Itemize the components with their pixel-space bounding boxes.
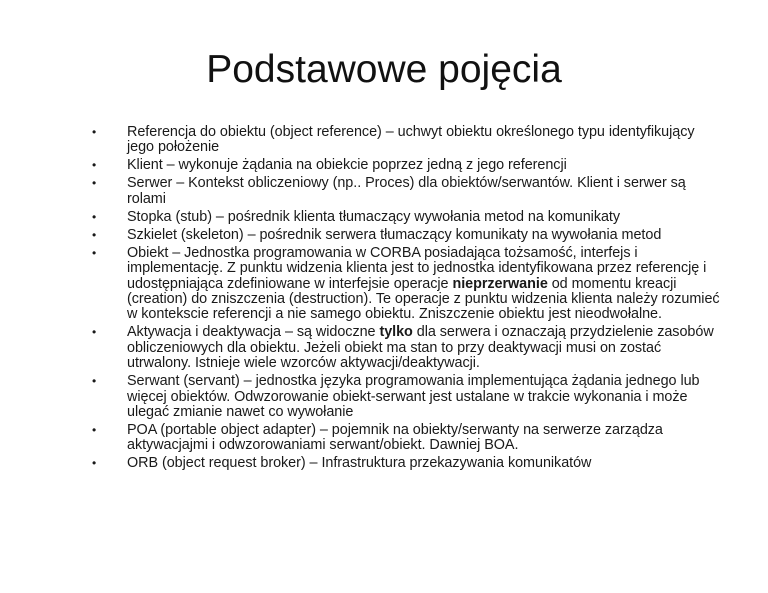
bullet-text: POA (portable object adapter) – pojemnik na obiekty/serwanty na serwerze zarządza aktywacjajmi i odwzorowaniami serwant/obiekt. Dawniej BOA.	[127, 422, 663, 454]
bullet-dot-icon: •	[92, 209, 97, 224]
bullet-item-object-reference	[92, 125, 722, 156]
bullet-text: Referencja do obiektu (object reference) – uchwyt obiektu określonego typu identyfikujący jego położenie	[127, 124, 695, 156]
bullet-text: Klient – wykonuje żądania na obiekcie poprzez jedną z jego referencji	[127, 157, 567, 174]
slide-title: Podstawowe pojęcia	[206, 48, 562, 91]
bullet-text: Obiekt – Jednostka programowania w CORBA posiadająca tożsamość, interfejs i implementację. Z punktu widzenia klienta jest to jednostka identyfikowana przez referencję i udostępniająca zdefiniowane w interfejsie operacje	[127, 244, 707, 292]
bullet-item-poa	[92, 423, 722, 454]
bullet-text-emphasis: nieprzerwanie	[452, 275, 548, 292]
bullet-dot-icon: •	[92, 456, 97, 471]
bullet-dot-icon: •	[92, 176, 97, 191]
bullet-item-servant	[92, 374, 722, 420]
bullet-text: ORB (object request broker) – Infrastruktura przekazywania komunikatów	[127, 455, 592, 472]
bullet-item-object	[92, 246, 722, 323]
bullet-text: Aktywacja i deaktywacja – są widoczne	[127, 324, 380, 341]
bullet-text: Serwer – Kontekst obliczeniowy (np.. Proces) dla obiektów/serwantów. Klient i serwer są rolami	[127, 175, 686, 207]
bullet-item-skeleton	[92, 228, 722, 243]
bullet-dot-icon: •	[92, 227, 97, 242]
bullet-list	[92, 125, 722, 474]
bullet-dot-icon: •	[92, 325, 97, 340]
bullet-dot-icon: •	[92, 158, 97, 173]
bullet-text-emphasis: tylko	[379, 324, 413, 341]
bullet-item-stub	[92, 210, 722, 225]
bullet-dot-icon: •	[92, 423, 97, 438]
bullet-item-orb	[92, 456, 722, 471]
bullet-item-server	[92, 176, 722, 207]
bullet-text: dla serwera i oznaczają przydzielenie zasobów obliczeniowych dla obiektu. Jeżeli obiekt ma stan to przy deaktywacji musi on zostać utrwalony. Istnieje wiele wzorców aktywacji/deaktywacji.	[127, 324, 714, 372]
bullet-dot-icon: •	[92, 374, 97, 389]
bullet-dot-icon: •	[92, 125, 97, 139]
bullet-item-client	[92, 158, 722, 173]
bullet-dot-icon: •	[92, 245, 97, 260]
bullet-text: Stopka (stub) – pośrednik klienta tłumaczący wywołania metod na komunikaty	[127, 208, 621, 225]
bullet-text: Szkielet (skeleton) – pośrednik serwera tłumaczący komunikaty na wywołania metod	[127, 226, 662, 243]
bullet-text: od momentu kreacji (creation) do zniszczenia (destruction). Te operacje z punktu widzenia klienta należy rozumieć w kontekscie referencji a nie samego obiektu. Zniszczenie obiektu jest nieodwołalne.	[127, 275, 720, 323]
bullet-item-activation	[92, 325, 722, 371]
bullet-text: Serwant (servant) – jednostka języka programowania implementująca żądania jednego lub więcej obiektów. Odwzorowanie obiekt-serwant jest ustalane w trakcie wykonania i może ulegać zmianie nawet co wywołanie	[127, 373, 700, 421]
